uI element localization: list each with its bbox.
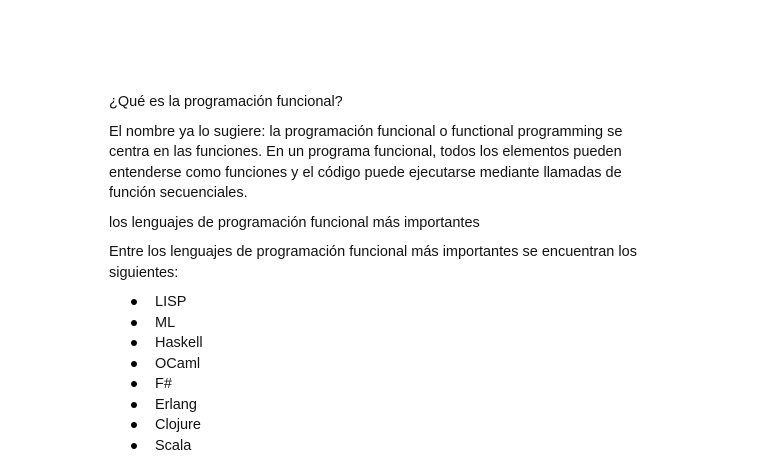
bullet-icon: [131, 361, 137, 367]
intro-line: El nombre ya lo sugiere: la programación funcional o functional programming se: [109, 124, 622, 140]
bullet-icon: [131, 299, 137, 305]
list-item: [109, 436, 689, 456]
list-item-label: LISP: [155, 292, 186, 313]
list-item: [109, 374, 689, 395]
list-item: [109, 333, 689, 354]
languages-line: Entre los lenguajes de programación funcional más importantes se encuentran los: [109, 244, 637, 260]
document-body: [109, 92, 689, 456]
bullet-icon: [131, 381, 137, 387]
list-item: [109, 354, 689, 375]
intro-line: función secuenciales.: [109, 185, 248, 201]
list-item: [109, 292, 689, 313]
list-item: [109, 395, 689, 416]
languages-list: [109, 292, 689, 456]
bullet-icon: [131, 422, 137, 428]
languages-paragraph: [109, 242, 689, 283]
list-item-label: OCaml: [155, 354, 200, 375]
intro-line: entenderse como funciones y el código puede ejecutarse mediante llamadas de: [109, 165, 622, 181]
intro-paragraph: [109, 122, 689, 204]
list-item-label: Clojure: [155, 415, 201, 436]
list-item: [109, 313, 689, 334]
bullet-icon: [131, 443, 137, 449]
languages-line: siguientes:: [109, 265, 178, 281]
section-heading-languages: los lenguajes de programación funcional más importantes: [109, 213, 689, 234]
list-item-label: F#: [155, 374, 172, 395]
list-item-label: Erlang: [155, 395, 197, 416]
bullet-icon: [131, 340, 137, 346]
bullet-icon: [131, 402, 137, 408]
list-item-label: ML: [155, 313, 175, 334]
list-item-label: Scala: [155, 436, 191, 456]
intro-line: centra en las funciones. En un programa funcional, todos los elementos pueden: [109, 144, 622, 160]
section-heading-what-is: ¿Qué es la programación funcional?: [109, 92, 689, 113]
bullet-icon: [131, 320, 137, 326]
list-item-label: Haskell: [155, 333, 203, 354]
list-item: [109, 415, 689, 436]
